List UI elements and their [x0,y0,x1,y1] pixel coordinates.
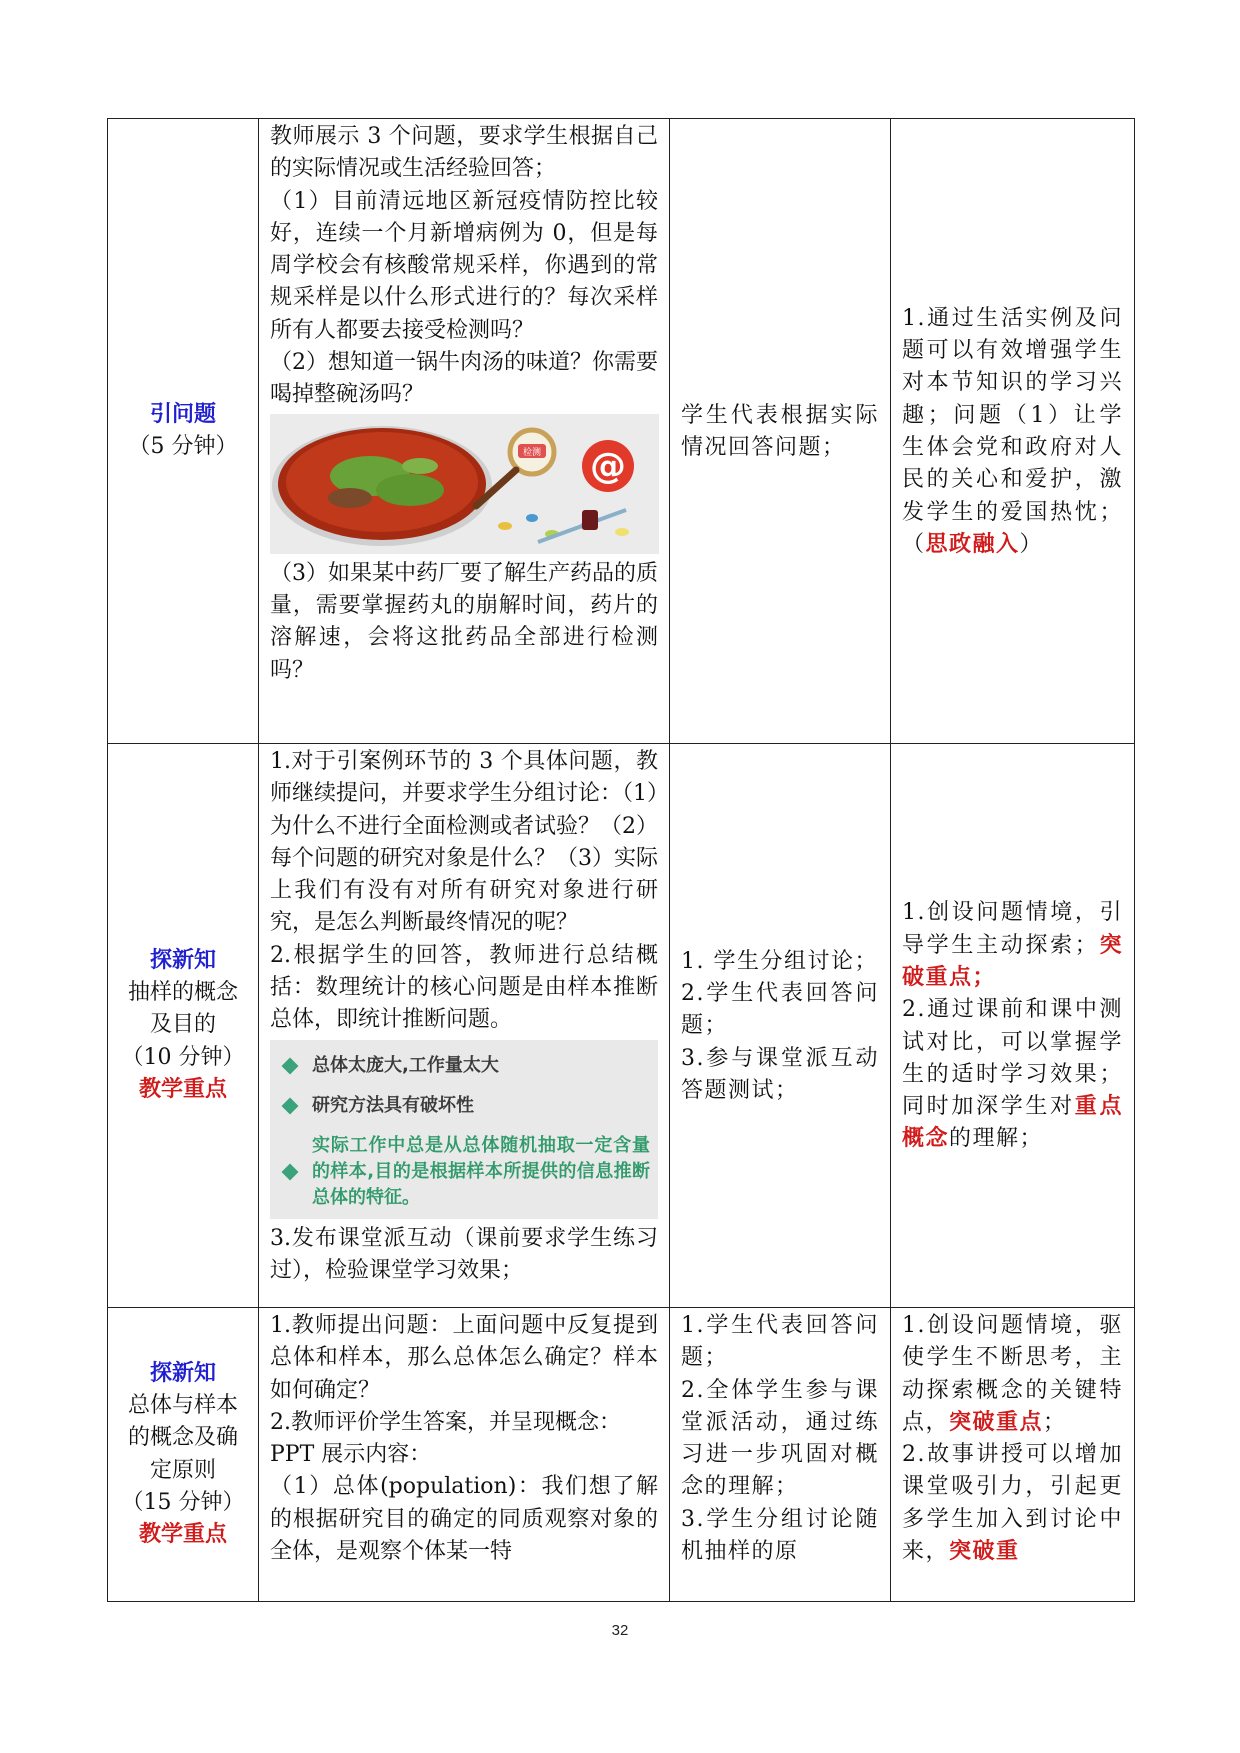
bullet-text: 实际工作中总是从总体随机抽取一定含量的样本,目的是根据样本所提供的信息推断总体的特征。 [312,1134,650,1208]
purpose-tail-close: ） [1019,531,1044,557]
list-item [280,1133,650,1211]
purpose-text: 2.通过课前和课中测试对比，可以掌握学生的适时学习效果；同时加深学生对 [902,997,1123,1120]
table-row [108,119,1135,744]
teacher-paragraph: 教师展示 3 个问题，要求学生根据自己的实际情况或生活经验回答； [270,124,658,182]
purpose-text: 的理解； [949,1126,1044,1152]
bullet-text: 总体太庞大,工作量太大 [312,1054,499,1076]
key-point-tag: 突破重点 [949,1409,1044,1435]
teacher-paragraph: （3）如果某中药厂要了解生产药品的质量，需要掌握药丸的崩解时间，药片的溶解速，会将这批药品全部进行检测吗？ [270,560,658,683]
teacher-activity-cell [259,744,670,1308]
stage-cell [108,744,259,1308]
teacher-paragraph: 1.对于引案例环节的 3 个具体问题，教师继续提问，并要求学生分组讨论：（1）为什么不进行全面检测或者试验？（2）每个问题的研究对象是什么？（3）实际上我们有没有对所有研究对象进行研究，是怎么判断最终情况的呢？ [270,749,658,936]
table-row [108,744,1135,1308]
purpose-text: ； [1043,1409,1067,1435]
stage-duration: （5 分钟） [128,434,238,459]
key-point-label: 教学重点 [138,1522,227,1548]
design-purpose-cell [891,1308,1135,1602]
teacher-paragraph: （2）想知道一锅牛肉汤的味道？你需要喝掉整碗汤吗？ [270,350,658,408]
stage-title: 探新知 [149,1360,216,1386]
teacher-paragraph: 3.发布课堂派互动（课前要求学生练习过），检验课堂学习效果； [270,1225,658,1283]
purpose-text: 2.故事讲授可以增加课堂吸引力，引起更多学生加入到讨论中来， [902,1442,1123,1565]
key-point-tag: 突破重 [949,1539,1020,1565]
teacher-activity-cell [259,119,670,744]
teacher-paragraph: PPT 展示内容： [270,1442,432,1468]
stage-line: 及目的 [149,1012,216,1038]
teacher-paragraph: （1）目前清远地区新冠疫情防控比较好，连续一个月新增病例为 0，但是每周学校会有核酸常规采样，你遇到的常规采样是以什么形式进行的？每次采样所有人都要去接受检测吗？ [270,188,658,343]
key-point-label: 教学重点 [138,1076,227,1102]
teacher-paragraph: （1）总体(population)：我们想了解的根据研究目的确定的同质观察对象的全体，是观察个体某一特 [270,1474,658,1565]
key-concept-tag: 重点概念 [902,1094,1123,1152]
student-activity-text: 1. 学生分组讨论； [681,948,878,974]
student-activity-text: 学生代表根据实际情况回答问题； [681,402,879,460]
magnifier-label: 检测 [522,447,542,458]
teacher-paragraph: 2.根据学生的回答，教师进行总结概括：数理统计的核心问题是由样本推断总体，即统计推断问题。 [270,942,658,1033]
stage-cell [108,1308,259,1602]
stage-line: 抽样的概念 [127,980,238,1006]
stage-cell [108,119,259,744]
student-activity-cell [670,744,891,1308]
purpose-text: 1.创设问题情境，引导学生主动探索； [902,900,1123,958]
student-activity-text: 1.学生代表回答问题； [681,1313,879,1371]
ppt-bullet-panel [270,1040,658,1219]
key-point-tag: 突破重点； [902,932,1123,990]
stage-title: 探新知 [149,947,216,973]
student-activity-text: 3.参与课堂派互动答题测试； [681,1045,879,1103]
teacher-activity-cell [259,1308,670,1602]
stage-line: 定原则 [149,1457,216,1483]
list-item [280,1093,650,1119]
at-symbol: @ [590,445,626,487]
stage-duration: （15 分钟） [121,1489,245,1515]
student-activity-text: 3.学生分组讨论随机抽样的原 [681,1506,879,1565]
stage-line: 总体与样本 [127,1392,238,1418]
stage-line: 的概念及确 [127,1425,238,1451]
purpose-text: 1.通过生活实例及问题可以有效增强学生对本节知识的学习兴趣；问题（1）让学生体会党和政府对人民的关心和爱护，激发学生的爱国热忱； [902,305,1123,525]
bullet-text: 研究方法具有破坏性 [312,1094,474,1116]
ideology-tag: 思政融入 [925,531,1020,557]
diamond-bullet-icon [282,1057,299,1074]
purpose-tail-open: （ [902,531,926,557]
beef-soup-and-pills-image [270,414,659,554]
student-activity-cell [670,119,891,744]
table-row [108,1308,1135,1602]
diamond-bullet-icon [282,1097,299,1114]
student-activity-text: 2.学生代表回答问题； [681,981,879,1039]
stage-duration: （10 分钟） [121,1044,245,1070]
student-activity-text: 2.全体学生参与课堂派活动，通过练习进一步巩固对概念的理解； [681,1377,879,1500]
page-number: 32 [611,1622,629,1639]
list-item [280,1053,650,1079]
lesson-plan-table [107,118,1135,1602]
purpose-text: 1.创设问题情境，驱使学生不断思考，主动探索概念的关键特点， [902,1313,1123,1435]
student-activity-cell [670,1308,891,1602]
teacher-paragraph: 2.教师评价学生答案，并呈现概念： [270,1409,621,1435]
teacher-paragraph: 1.教师提出问题：上面问题中反复提到总体和样本，那么总体怎么确定？样本如何确定？ [270,1313,658,1403]
design-purpose-cell [891,744,1135,1308]
design-purpose-cell [891,119,1135,744]
stage-title: 引问题 [149,401,216,427]
diamond-bullet-icon [282,1163,299,1180]
